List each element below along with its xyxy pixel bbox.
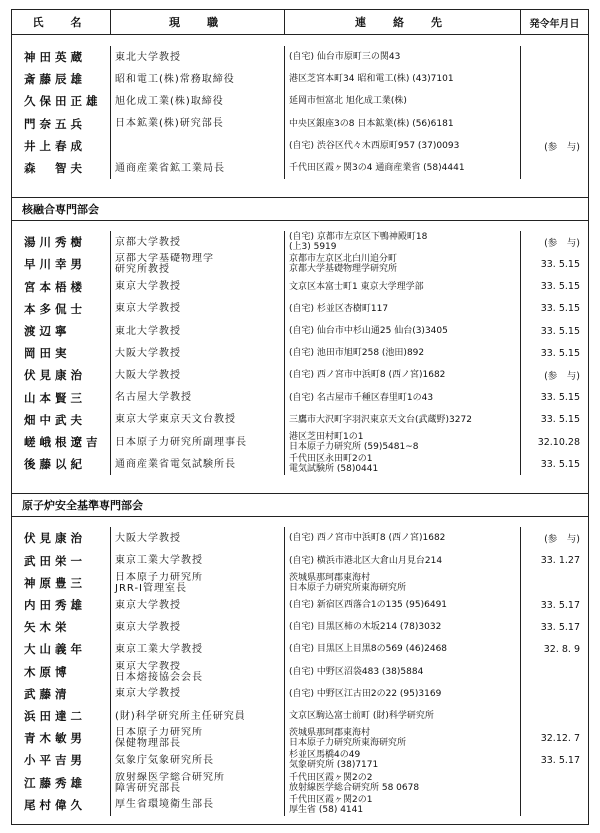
position-line: 東京大学教授 bbox=[115, 660, 181, 672]
member-contact bbox=[285, 253, 521, 275]
member-contact bbox=[285, 705, 521, 727]
appointment-date: 33. 1.27 bbox=[540, 555, 580, 567]
member-name: 江藤秀雄 bbox=[12, 772, 111, 794]
appointment-date: (参 与) bbox=[544, 238, 580, 250]
table-row bbox=[12, 749, 588, 771]
table-row bbox=[12, 661, 588, 683]
member-name: 畑中武夫 bbox=[12, 409, 111, 431]
contact-line: 中央区銀座3の8 日本鉱業(株) (56)6181 bbox=[289, 118, 454, 129]
member-contact bbox=[285, 113, 521, 135]
appointment-date: 33. 5.17 bbox=[540, 621, 580, 633]
contact-line: (自宅) 西ノ宮市中浜町8 (西ノ宮)1682 bbox=[289, 370, 446, 381]
contact-line: 千代田区霞ヶ関2の1 bbox=[289, 794, 373, 805]
contact-line: (自宅) 渋谷区代々木西原町957 (37)0093 bbox=[289, 140, 460, 151]
member-contact bbox=[285, 794, 521, 816]
contact-line: 千代田区霞ヶ関2の2 bbox=[289, 772, 373, 783]
table-header bbox=[12, 10, 588, 35]
contact-line: (自宅) 京都市左京区下鴨神殿町18 bbox=[289, 232, 428, 243]
table-row bbox=[12, 46, 588, 68]
member-contact bbox=[285, 594, 521, 616]
table-row bbox=[12, 342, 588, 364]
table-row bbox=[12, 431, 588, 453]
position-line: 東京大学教授 bbox=[115, 599, 181, 611]
position-line: 京都大学教授 bbox=[115, 236, 181, 248]
contact-line: 千代田区霞ヶ関3の4 通商産業省 (58)4441 bbox=[289, 163, 465, 174]
member-contact bbox=[285, 46, 521, 68]
table-row bbox=[12, 231, 588, 253]
contact-line: 延岡市恒富北 旭化成工業(株) bbox=[289, 96, 407, 107]
member-name: 青木敏男 bbox=[12, 727, 111, 749]
position-line: 気象庁気象研究所長 bbox=[115, 754, 214, 766]
member-name: 久保田正雄 bbox=[12, 90, 111, 112]
appointment-date bbox=[521, 572, 588, 594]
member-contact bbox=[285, 276, 521, 298]
header-date: 発令年月日 bbox=[529, 18, 580, 30]
header-position: 現 職 bbox=[111, 10, 285, 34]
appointment-date: 33. 5.17 bbox=[540, 599, 580, 611]
member-contact bbox=[285, 453, 521, 475]
member-position bbox=[111, 431, 285, 453]
member-name: 宮本梧楼 bbox=[12, 276, 111, 298]
member-position bbox=[111, 638, 285, 660]
contact-line: (自宅) 中野区江古田2の22 (95)3169 bbox=[289, 688, 442, 699]
appointment-date bbox=[521, 683, 588, 705]
member-name: 早川幸男 bbox=[12, 253, 111, 275]
member-position bbox=[111, 409, 285, 431]
member-name: 伏見康治 bbox=[12, 527, 111, 549]
position-line: 放射線医学総合研究所 bbox=[115, 771, 225, 783]
position-line: 東京工業大学教授 bbox=[115, 555, 203, 567]
member-contact bbox=[285, 431, 521, 453]
table-row bbox=[12, 90, 588, 112]
member-position bbox=[111, 68, 285, 90]
appointment-date: 33. 5.15 bbox=[540, 325, 580, 337]
member-name: 尾村偉久 bbox=[12, 794, 111, 816]
member-name: 小平吉男 bbox=[12, 749, 111, 771]
appointment-date: 33. 5.15 bbox=[540, 458, 580, 470]
member-name: 井上春成 bbox=[12, 135, 111, 157]
member-name: 森 智夫 bbox=[12, 157, 111, 179]
member-contact bbox=[285, 342, 521, 364]
member-name: 矢木栄 bbox=[12, 616, 111, 638]
table-row bbox=[12, 594, 588, 616]
table-row bbox=[12, 727, 588, 749]
appointment-date bbox=[521, 113, 588, 135]
appointment-date bbox=[521, 90, 588, 112]
member-name: 嵯峨根遼吉 bbox=[12, 431, 111, 453]
appointment-date bbox=[521, 68, 588, 90]
table-row bbox=[12, 276, 588, 298]
position-line: 東北大学教授 bbox=[115, 51, 181, 63]
table-row bbox=[12, 113, 588, 135]
contact-line: 文京区本富士町1 東京大学理学部 bbox=[289, 281, 424, 292]
contact-line: (自宅) 名古屋市千種区春里町1の43 bbox=[289, 392, 434, 403]
position-line: 厚生省環境衛生部長 bbox=[115, 799, 214, 811]
member-contact bbox=[285, 157, 521, 179]
appointment-date: 32. 8. 9 bbox=[543, 643, 580, 655]
position-line: 東北大学教授 bbox=[115, 325, 181, 337]
member-position bbox=[111, 46, 285, 68]
member-position bbox=[111, 113, 285, 135]
member-contact bbox=[285, 638, 521, 660]
member-contact bbox=[285, 749, 521, 771]
table-row bbox=[12, 387, 588, 409]
member-name: 武藤清 bbox=[12, 683, 111, 705]
member-contact bbox=[285, 616, 521, 638]
table-row bbox=[12, 253, 588, 275]
member-position bbox=[111, 276, 285, 298]
contact-line: 日本原子力研究所 (59)5481~8 bbox=[289, 442, 419, 453]
member-position bbox=[111, 594, 285, 616]
appointment-date: 32.12. 7 bbox=[540, 732, 580, 744]
member-position bbox=[111, 298, 285, 320]
member-contact bbox=[285, 772, 521, 794]
appointment-date: 33. 5.15 bbox=[540, 347, 580, 359]
position-line: 東京工業大学教授 bbox=[115, 643, 203, 655]
position-line: 東京大学教授 bbox=[115, 621, 181, 633]
contact-line: 厚生省 (58) 4141 bbox=[289, 804, 364, 815]
member-position bbox=[111, 253, 285, 275]
table-row bbox=[12, 135, 588, 157]
appointment-date: 33. 5.15 bbox=[540, 281, 580, 293]
position-line: 日本原子力研究所 bbox=[115, 727, 203, 739]
position-line: 通商産業省鉱工業局長 bbox=[115, 162, 225, 174]
appointment-date bbox=[521, 772, 588, 794]
appointment-date: (参 与) bbox=[544, 534, 580, 546]
member-contact bbox=[285, 231, 521, 253]
contact-line: 京都市左京区北白川追分町 bbox=[289, 254, 398, 265]
member-name: 大山義年 bbox=[12, 638, 111, 660]
member-position bbox=[111, 550, 285, 572]
member-position bbox=[111, 749, 285, 771]
appointment-date: (参 与) bbox=[544, 371, 580, 383]
member-contact bbox=[285, 550, 521, 572]
table-row bbox=[12, 794, 588, 816]
member-position bbox=[111, 364, 285, 386]
member-name: 本多侃士 bbox=[12, 298, 111, 320]
position-line: 大阪大学教授 bbox=[115, 347, 181, 359]
member-position bbox=[111, 527, 285, 549]
position-line: 旭化成工業(株)取締役 bbox=[115, 95, 224, 107]
member-contact bbox=[285, 68, 521, 90]
member-contact bbox=[285, 409, 521, 431]
member-position bbox=[111, 616, 285, 638]
appointment-date bbox=[521, 157, 588, 179]
contact-line: 日本原子力研究所東海研究所 bbox=[289, 582, 407, 593]
table-row bbox=[12, 320, 588, 342]
position-line: 東京大学東京天文台教授 bbox=[115, 414, 236, 426]
appointment-date: 33. 5.15 bbox=[540, 414, 580, 426]
table-row bbox=[12, 68, 588, 90]
appointment-date: 33. 5.15 bbox=[540, 258, 580, 270]
member-contact bbox=[285, 572, 521, 594]
section-title: 核融合専門部会 bbox=[12, 197, 588, 221]
position-line: 昭和電工(株)常務取締役 bbox=[115, 73, 235, 85]
table-row bbox=[12, 298, 588, 320]
member-contact bbox=[285, 683, 521, 705]
member-position bbox=[111, 727, 285, 749]
member-name: 渡辺寧 bbox=[12, 320, 111, 342]
table-row bbox=[12, 638, 588, 660]
contact-line: 杉並区馬橋4の49 bbox=[289, 750, 361, 761]
contact-line: (自宅) 仙台市原町三の関43 bbox=[289, 52, 401, 63]
member-position bbox=[111, 342, 285, 364]
appointment-date: 33. 5.17 bbox=[540, 754, 580, 766]
position-line: 東京大学教授 bbox=[115, 303, 181, 315]
member-position bbox=[111, 453, 285, 475]
contact-line: (上3) 5919 bbox=[289, 242, 337, 253]
member-name: 木原博 bbox=[12, 661, 111, 683]
member-contact bbox=[285, 661, 521, 683]
member-name: 伏見康治 bbox=[12, 364, 111, 386]
position-line: 名古屋大学教授 bbox=[115, 392, 192, 404]
member-contact bbox=[285, 387, 521, 409]
contact-line: 港区芝宮本町34 昭和電工(株) (43)7101 bbox=[289, 74, 454, 85]
contact-line: 茨城県那珂郡東海村 bbox=[289, 572, 371, 583]
contact-line: 放射線医学総合研究所 58 0678 bbox=[289, 782, 420, 793]
appointment-date: 32.10.28 bbox=[537, 436, 580, 448]
member-name: 後藤以紀 bbox=[12, 453, 111, 475]
member-position bbox=[111, 157, 285, 179]
member-contact bbox=[285, 298, 521, 320]
member-name: 武田栄一 bbox=[12, 550, 111, 572]
table-row bbox=[12, 527, 588, 549]
member-contact bbox=[285, 90, 521, 112]
contact-line: (自宅) 横浜市港北区大倉山月見台214 bbox=[289, 555, 443, 566]
member-position bbox=[111, 135, 285, 157]
appointment-date: 33. 5.15 bbox=[540, 303, 580, 315]
member-position bbox=[111, 794, 285, 816]
appointment-date bbox=[521, 46, 588, 68]
table-row bbox=[12, 453, 588, 475]
contact-line: 気象研究所 (38)7171 bbox=[289, 760, 379, 771]
member-name: 神田英蔵 bbox=[12, 46, 111, 68]
member-position bbox=[111, 572, 285, 594]
member-position bbox=[111, 90, 285, 112]
contact-line: (自宅) 仙台市中杉山通25 仙台(3)3405 bbox=[289, 326, 448, 337]
appointment-date bbox=[521, 794, 588, 816]
position-line: 大阪大学教授 bbox=[115, 532, 181, 544]
position-line: 京都大学基礎物理学 bbox=[115, 253, 214, 265]
header-name: 氏 名 bbox=[12, 10, 111, 34]
table-row bbox=[12, 157, 588, 179]
position-line: (財)科学研究所主任研究員 bbox=[115, 710, 246, 722]
position-line: 大阪大学教授 bbox=[115, 369, 181, 381]
member-name: 神原豊三 bbox=[12, 572, 111, 594]
member-name: 山本賢三 bbox=[12, 387, 111, 409]
member-position bbox=[111, 661, 285, 683]
appointment-date bbox=[521, 661, 588, 683]
position-line: 東京大学教授 bbox=[115, 688, 181, 700]
contact-line: 日本原子力研究所東海研究所 bbox=[289, 738, 407, 749]
member-position bbox=[111, 387, 285, 409]
contact-line: (自宅) 新宿区西落合1の135 (95)6491 bbox=[289, 600, 448, 611]
contact-line: (自宅) 池田市旭町258 (池田)892 bbox=[289, 348, 425, 359]
member-position bbox=[111, 231, 285, 253]
contact-line: 茨城県那珂郡東海村 bbox=[289, 728, 371, 739]
contact-line: 電気試験所 (58)0441 bbox=[289, 464, 379, 475]
member-name: 湯川秀樹 bbox=[12, 231, 111, 253]
table-row bbox=[12, 616, 588, 638]
member-position bbox=[111, 320, 285, 342]
personnel-table bbox=[11, 9, 589, 825]
table-row bbox=[12, 409, 588, 431]
contact-line: (自宅) 西ノ宮市中浜町8 (西ノ宮)1682 bbox=[289, 533, 446, 544]
member-name: 岡田実 bbox=[12, 342, 111, 364]
position-line: 日本鉱業(株)研究部長 bbox=[115, 118, 224, 130]
header-contact: 連 絡 先 bbox=[285, 10, 521, 34]
contact-line: 京都大学基礎物理学研究所 bbox=[289, 264, 398, 275]
member-contact bbox=[285, 320, 521, 342]
member-position bbox=[111, 705, 285, 727]
contact-line: (自宅) 目黒区柿の木坂214 (78)3032 bbox=[289, 622, 442, 633]
contact-line: 文京区駒込富士前町 (財)科学研究所 bbox=[289, 711, 434, 722]
contact-line: 千代田区永田町2の1 bbox=[289, 454, 373, 465]
member-name: 内田秀雄 bbox=[12, 594, 111, 616]
appointment-date: 33. 5.15 bbox=[540, 392, 580, 404]
position-line: 日本熔接協会会長 bbox=[115, 671, 203, 683]
member-contact bbox=[285, 727, 521, 749]
position-line: 保健物理部長 bbox=[115, 738, 181, 750]
table-row bbox=[12, 550, 588, 572]
contact-line: (自宅) 杉並区杏樹町117 bbox=[289, 303, 389, 314]
contact-line: (自宅) 中野区沼袋483 (38)5884 bbox=[289, 666, 424, 677]
position-line: 日本原子力研究所副理事長 bbox=[115, 436, 247, 448]
member-position bbox=[111, 683, 285, 705]
member-name: 浜田達二 bbox=[12, 705, 111, 727]
member-contact bbox=[285, 364, 521, 386]
member-contact bbox=[285, 135, 521, 157]
appointment-date: (参 与) bbox=[544, 141, 580, 153]
section-title: 原子炉安全基準専門部会 bbox=[12, 493, 588, 517]
table-row bbox=[12, 705, 588, 727]
contact-line: 三鷹市大沢町字羽沢東京天文台(武蔵野)3272 bbox=[289, 414, 472, 425]
table-row bbox=[12, 683, 588, 705]
table-row bbox=[12, 572, 588, 594]
contact-line: 港区芝田村町1の1 bbox=[289, 432, 364, 443]
position-line: 日本原子力研究所 bbox=[115, 571, 203, 583]
appointment-date bbox=[521, 705, 588, 727]
position-line: 東京大学教授 bbox=[115, 281, 181, 293]
position-line: 研究所教授 bbox=[115, 264, 170, 276]
member-name: 斎藤辰雄 bbox=[12, 68, 111, 90]
member-name: 門奈五兵 bbox=[12, 113, 111, 135]
position-line: JRR-I管理室長 bbox=[115, 582, 187, 594]
member-position bbox=[111, 772, 285, 794]
contact-line: (自宅) 目黒区上目黒8の569 (46)2468 bbox=[289, 644, 448, 655]
table-row bbox=[12, 364, 588, 386]
member-contact bbox=[285, 527, 521, 549]
position-line: 通商産業省電気試験所長 bbox=[115, 458, 236, 470]
position-line: 障害研究部長 bbox=[115, 782, 181, 794]
table-row bbox=[12, 772, 588, 794]
